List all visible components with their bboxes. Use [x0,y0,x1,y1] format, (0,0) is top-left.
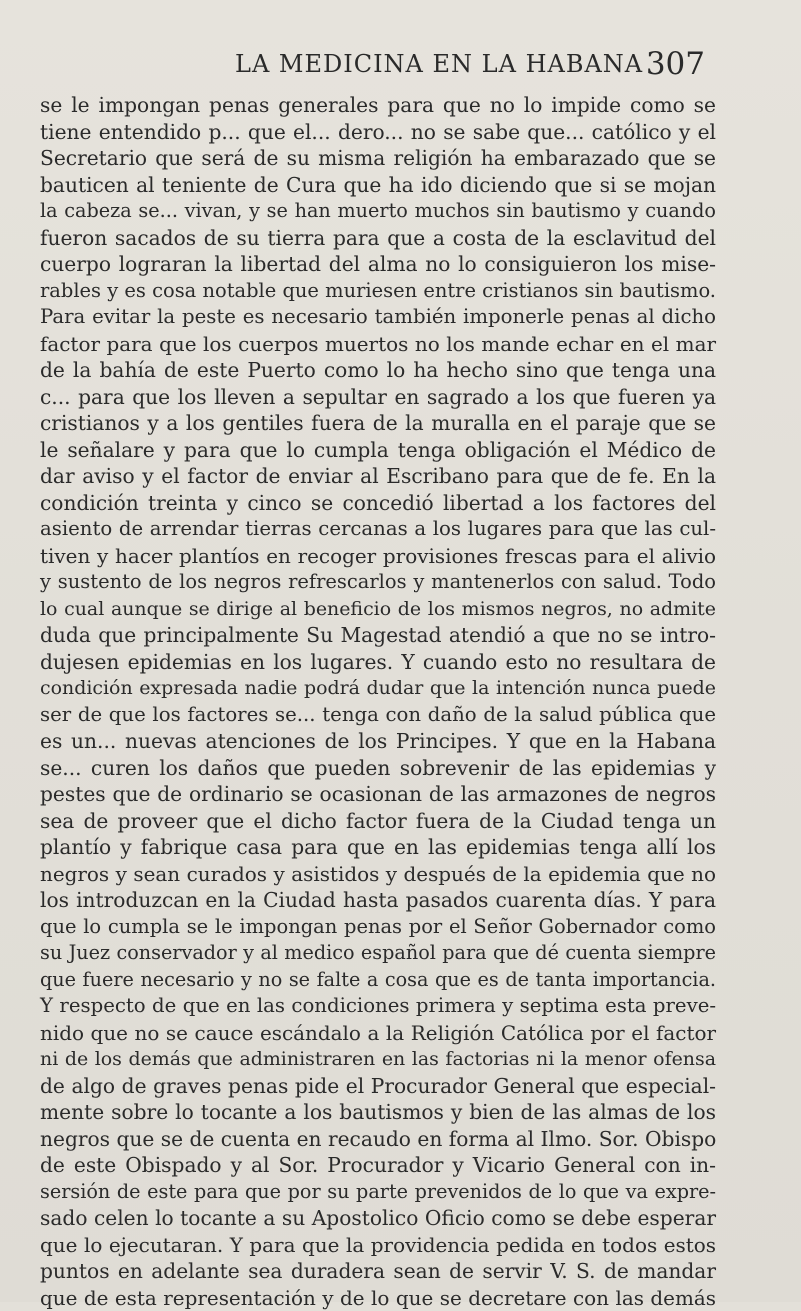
text-line: negros y sean curados y asistidos y después de la epidemia que no [40,861,716,888]
page-number: 307 [646,46,705,82]
text-line: condición expresada nadie podrá dudar que la intención nunca puede [40,675,716,702]
text-line: negros que se de cuenta en recaudo en forma al Ilmo. Sor. Obispo [40,1126,716,1153]
text-line: dar aviso y el factor de enviar al Escribano para que de fe. En la [40,463,716,490]
text-line: Secretario que será de su misma religión ha embarazado que se [40,145,716,172]
text-line: ser de que los factores se... tenga con daño de la salud pública que [40,702,716,729]
text-line: de este Obispado y al Sor. Procurador y Vicario General con in- [40,1152,716,1179]
text-line: c... para que los lleven a sepultar en sagrado a los que fueren ya [40,384,716,411]
text-line: y sustento de los negros refrescarlos y mantenerlos con salud. Todo [40,569,716,596]
text-line: Para evitar la peste es necesario también imponerle penas al dicho [40,304,716,331]
text-line: plantío y fabrique casa para que en las epidemias tenga allí los [40,834,716,861]
text-line: duda que principalmente Su Magestad atendió a que no se intro- [40,622,716,649]
text-line: es un... nuevas atenciones de los Principes. Y que en la Habana [40,728,716,755]
text-line: que fuere necesario y no se falte a cosa que es de tanta importancia. [40,967,716,994]
text-line: bauticen al teniente de Cura que ha ido diciendo que si se mojan [40,172,716,199]
text-line: tiven y hacer plantíos en recoger provisiones frescas para el alivio [40,543,716,570]
text-line: asiento de arrendar tierras cercanas a los lugares para que las cul- [40,516,716,543]
text-line: lo cual aunque se dirige al beneficio de los mismos negros, no admite [40,596,716,623]
text-line: sea de proveer que el dicho factor fuera de la Ciudad tenga un [40,808,716,835]
text-line: ni de los demás que administraren en las factorias ni la menor ofensa [40,1046,716,1073]
text-line: que lo cumpla se le impongan penas por el Señor Gobernador como [40,914,716,941]
text-line: nido que no se cauce escándalo a la Religión Católica por el factor [40,1020,716,1047]
body-text [40,92,716,1311]
text-line: de algo de graves penas pide el Procurador General que especial- [40,1073,716,1100]
text-line: los introduzcan en la Ciudad hasta pasados cuarenta días. Y para [40,887,716,914]
text-line: se... curen los daños que pueden sobrevenir de las epidemias y [40,755,716,782]
text-line: sersión de este para que por su parte prevenidos de lo que va expre- [40,1179,716,1206]
text-line: que lo ejecutaran. Y para que la providencia pedida en todos estos [40,1232,716,1259]
text-line: que de esta representación y de lo que se decretare con las demás [40,1285,716,1311]
text-line: condición treinta y cinco se concedió libertad a los factores del [40,490,716,517]
text-line: factor para que los cuerpos muertos no los mande echar en el mar [40,331,716,358]
text-line: sado celen lo tocante a su Apostolico Oficio como se debe esperar [40,1205,716,1232]
running-title: LA MEDICINA EN LA HABANA [235,50,643,78]
text-line: fueron sacados de su tierra para que a costa de la esclavitud del [40,225,716,252]
text-line: cristianos y a los gentiles fuera de la muralla en el paraje que se [40,410,716,437]
text-line: rables y es cosa notable que muriesen entre cristianos sin bautismo. [40,278,716,305]
text-line: su Juez conservador y al medico español para que dé cuenta siempre [40,940,716,967]
text-line: la cabeza se... vivan, y se han muerto muchos sin bautismo y cuando [40,198,716,225]
text-line: se le impongan penas generales para que no lo impide como se [40,92,716,119]
text-line: le señalare y para que lo cumpla tenga obligación el Médico de [40,437,716,464]
text-line: de la bahía de este Puerto como lo ha hecho sino que tenga una [40,357,716,384]
text-line: Y respecto de que en las condiciones primera y septima esta preve- [40,993,716,1020]
text-line: tiene entendido p... que el... dero... no se sabe que... católico y el [40,119,716,146]
text-line: dujesen epidemias en los lugares. Y cuando esto no resultara de [40,649,716,676]
text-line: cuerpo lograran la libertad del alma no lo consiguieron los mise- [40,251,716,278]
text-line: puntos en adelante sea duradera sean de servir V. S. de mandar [40,1258,716,1285]
text-line: mente sobre lo tocante a los bautismos y bien de las almas de los [40,1099,716,1126]
page-header [0,46,801,86]
text-line: pestes que de ordinario se ocasionan de las armazones de negros [40,781,716,808]
